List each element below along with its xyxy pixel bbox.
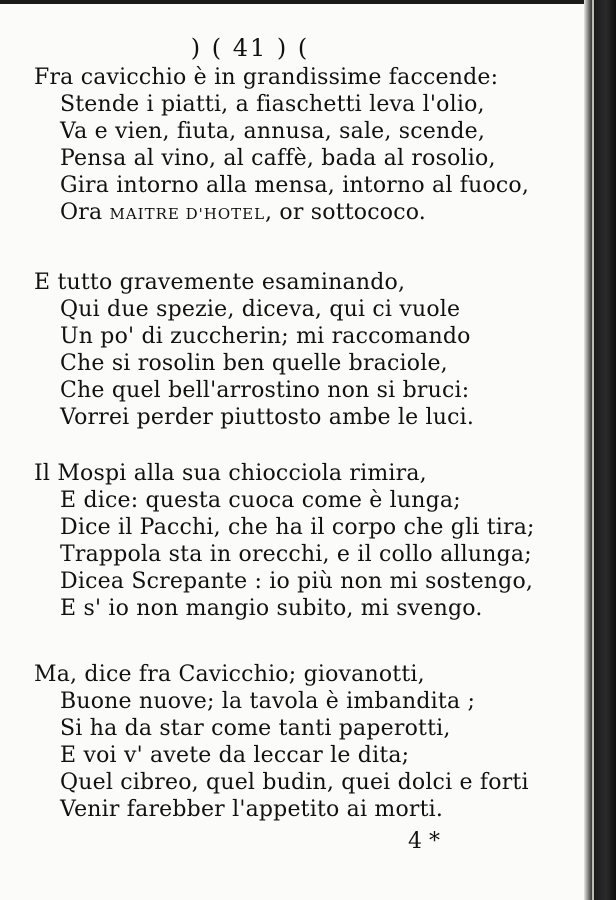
verse-line: Che si rosolin ben quelle braciole, [60, 351, 448, 376]
verse-line: Pensa al vino, al caffè, bada al rosolio, [60, 146, 496, 171]
stanza-3 [34, 460, 535, 622]
verse-line: Va e vien, fiuta, annusa, sale, scende, [60, 119, 486, 144]
verse-line: Quel cibreo, quel budin, quei dolci e forti [60, 770, 529, 795]
printer-signature-mark: 4 * [408, 829, 440, 854]
verse-line: Ma, dice fra Cavicchio; giovanotti, [34, 662, 425, 687]
verse-line: Venir farebber l'appetito ai morti. [60, 797, 444, 822]
verse-line: E dice: questa cuoca come è lunga; [60, 488, 461, 513]
smallcaps-phrase: MAITRE D'HOTEL [109, 205, 266, 223]
verse-line [34, 199, 504, 226]
stanza-4 [34, 661, 529, 823]
verse-line: Gira intorno alla mensa, intorno al fuoco, [60, 173, 530, 198]
verse-line: Vorrei perder piuttosto ambe le luci. [60, 405, 475, 430]
top-rule [0, 0, 616, 4]
verse-line: Un po' di zuccherin; mi raccomando [60, 324, 471, 349]
verse-line: Si ha da star come tanti paperotti, [60, 716, 451, 741]
page-number-header: ) ( 41 ) ( [190, 34, 310, 62]
verse-line: Trappola sta in orecchi, e il collo allunga; [60, 542, 532, 567]
stanza-1 [34, 64, 530, 226]
book-spine-shadow [584, 0, 616, 900]
verse-line: Dice il Pacchi, che ha il corpo che gli tira; [60, 515, 535, 540]
verse-line: Il Mospi alla sua chiocciola rimira, [34, 461, 427, 486]
verse-text: , or sottococo. [265, 200, 426, 225]
verse-line: E tutto gravemente esaminando, [34, 270, 406, 295]
verse-line: E voi v' avete da leccar le dita; [60, 743, 410, 768]
spine-edge [592, 0, 594, 900]
verse-line: Che quel bell'arrostino non si bruci: [60, 378, 470, 403]
verse-line: Stende i piatti, a fiaschetti leva l'olio, [60, 92, 485, 117]
verse-line: Buone nuove; la tavola è imbandita ; [60, 689, 476, 714]
stanza-2 [34, 269, 504, 431]
verse-line: Dicea Screpante : io più non mi sostengo, [60, 569, 534, 594]
verse-text: Ora [60, 200, 110, 225]
verse-line: Qui due spezie, diceva, qui ci vuole [60, 297, 461, 322]
verse-line: E s' io non mangio subito, mi svengo. [60, 596, 483, 621]
verse-line: Fra cavicchio è in grandissime faccende: [34, 65, 499, 90]
